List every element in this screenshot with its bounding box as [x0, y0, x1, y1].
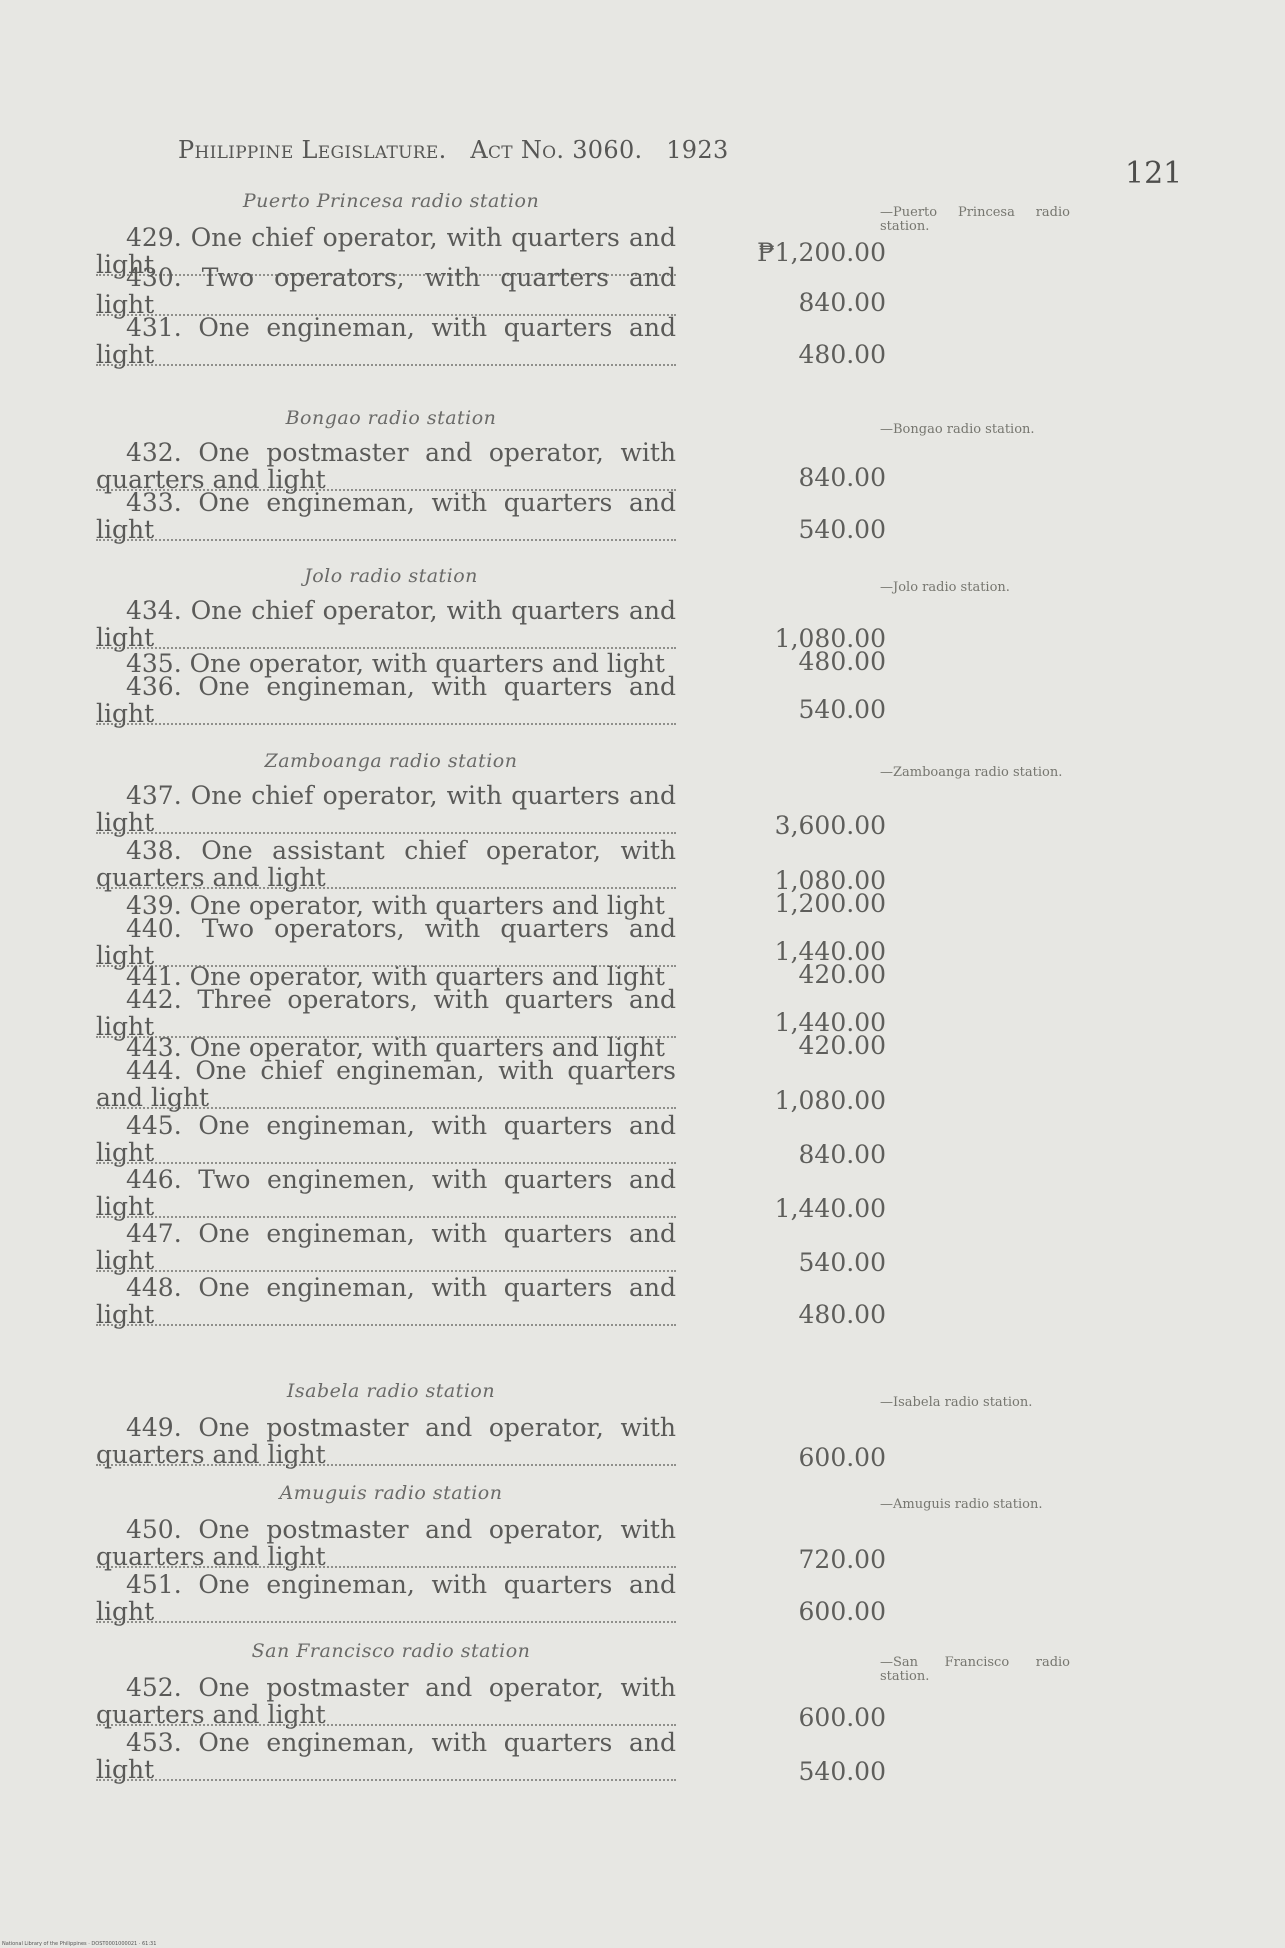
- item-number: 431.: [126, 313, 182, 342]
- margin-note: —Bongao radio station.: [880, 422, 1035, 437]
- section-title: Puerto Princesa radio station: [242, 190, 540, 212]
- item-text: Two operators, with quarters and light: [96, 263, 676, 319]
- item-description: [96, 597, 676, 651]
- margin-note: —Isabela radio station.: [880, 1395, 1033, 1410]
- item-text: One operator, with quarters and light: [189, 891, 665, 920]
- running-title: Philippine Legislature.: [178, 136, 447, 164]
- item-number: 442.: [126, 985, 182, 1014]
- item-number: 453.: [126, 1728, 182, 1757]
- section-title: Bongao radio station: [285, 407, 497, 429]
- item-amount: 1,440.00: [774, 1008, 886, 1037]
- item-number: 440.: [126, 914, 182, 943]
- item-number: 446.: [126, 1165, 182, 1194]
- item-number: 432.: [126, 438, 182, 467]
- item-number: 430.: [126, 263, 182, 292]
- item-text: One engineman, with quarters and light: [96, 1219, 676, 1275]
- act-number: Act No. 3060.: [470, 136, 643, 164]
- running-header: [178, 136, 818, 164]
- list-item: [96, 1219, 886, 1277]
- item-text: One assistant chief operator, with quarters and light: [96, 836, 676, 892]
- list-item: [96, 1111, 886, 1169]
- item-number: 449.: [126, 1413, 182, 1442]
- item-amount: 1,200.00: [774, 889, 886, 918]
- item-text: One operator, with quarters and light: [189, 962, 665, 991]
- item-number: 433.: [126, 488, 182, 517]
- item-amount: 480.00: [798, 340, 886, 369]
- list-item: [96, 1273, 886, 1329]
- item-amount: 540.00: [798, 515, 886, 544]
- item-text: One engineman, with quarters and light: [96, 672, 676, 728]
- item-description: [96, 837, 676, 891]
- item-description: [96, 915, 676, 969]
- item-description: [96, 489, 676, 543]
- list-item: [96, 1673, 886, 1732]
- section-title: San Francisco radio station: [251, 1640, 531, 1662]
- item-amount: 480.00: [798, 647, 886, 676]
- list-item: [96, 1056, 886, 1115]
- item-number: 439.: [126, 891, 182, 920]
- item-number: 429.: [126, 223, 182, 252]
- item-description: [96, 1516, 676, 1570]
- item-description: [96, 673, 676, 727]
- item-amount: 480.00: [798, 1300, 886, 1329]
- item-description: [96, 1057, 676, 1111]
- item-amount: 540.00: [798, 695, 886, 724]
- item-text: One postmaster and operator, with quarters and light: [96, 438, 676, 494]
- section: [96, 407, 1035, 544]
- year: 1923: [666, 136, 729, 164]
- item-description: [96, 1220, 676, 1274]
- list-item: [96, 596, 886, 653]
- item-text: Two operators, with quarters and light: [96, 914, 676, 970]
- item-number: 450.: [126, 1515, 182, 1544]
- item-amount: 840.00: [798, 1140, 886, 1169]
- list-item: [96, 781, 886, 840]
- item-amount: 420.00: [798, 960, 886, 989]
- section-title: Jolo radio station: [304, 565, 478, 587]
- section: [96, 565, 1010, 728]
- item-amount: 420.00: [798, 1031, 886, 1060]
- item-text: One chief operator, with quarters and light: [96, 781, 677, 837]
- item-description: [96, 1166, 676, 1220]
- item-text: One operator, with quarters and light: [189, 649, 665, 678]
- dot-leader: [96, 1162, 676, 1164]
- item-amount: 540.00: [798, 1248, 886, 1277]
- item-description: [96, 782, 676, 836]
- item-amount: 600.00: [798, 1597, 886, 1626]
- item-text: One engineman, with quarters and light: [96, 1570, 676, 1626]
- section: [96, 1482, 1043, 1626]
- item-amount: 540.00: [798, 1757, 886, 1786]
- list-item: [96, 985, 886, 1041]
- list-item: [96, 313, 886, 369]
- dot-leader: [96, 1216, 676, 1218]
- item-description: [96, 1571, 676, 1625]
- item-text: One chief engineman, with quarters and light: [96, 1056, 676, 1112]
- dot-leader: [96, 1621, 676, 1623]
- item-description: [96, 314, 676, 368]
- list-item: [96, 960, 886, 991]
- margin-note: —Puerto Princesa radio station.: [880, 205, 1070, 234]
- item-text: One engineman, with quarters and light: [96, 313, 676, 369]
- section: [96, 190, 1070, 369]
- list-item: [96, 263, 886, 319]
- list-item: [96, 914, 886, 970]
- list-item: [96, 647, 886, 678]
- item-number: 443.: [126, 1033, 182, 1062]
- item-number: 451.: [126, 1570, 182, 1599]
- item-amount: 1,080.00: [774, 624, 886, 653]
- dot-leader: [96, 1270, 676, 1272]
- item-amount: 840.00: [798, 463, 886, 492]
- item-description: [96, 1274, 676, 1328]
- section-title: Isabela radio station: [286, 1380, 496, 1402]
- item-number: 448.: [126, 1273, 182, 1302]
- margin-note: —Zamboanga radio station.: [880, 765, 1063, 780]
- list-item: [96, 1031, 886, 1062]
- item-text: One chief operator, with quarters and light: [96, 223, 677, 279]
- dot-leader: [96, 364, 676, 366]
- section-title: Zamboanga radio station: [264, 750, 518, 772]
- item-number: 445.: [126, 1111, 182, 1140]
- item-text: One engineman, with quarters and light: [96, 1728, 676, 1784]
- item-description: [96, 439, 676, 493]
- item-text: Three operators, with quarters and light: [96, 985, 676, 1041]
- dot-leader: [96, 723, 676, 725]
- item-number: 441.: [126, 962, 182, 991]
- item-amount: 1,080.00: [774, 866, 886, 895]
- item-amount: ₱1,200.00: [757, 238, 886, 267]
- item-amount: 3,600.00: [774, 811, 886, 840]
- margin-note: —San Francisco radio station.: [880, 1655, 1070, 1684]
- margin-note: —Jolo radio station.: [880, 580, 1010, 595]
- dot-leader: [96, 539, 676, 541]
- item-number: 435.: [126, 649, 182, 678]
- item-number: 447.: [126, 1219, 182, 1248]
- item-number: 436.: [126, 672, 182, 701]
- item-number: 444.: [126, 1056, 182, 1085]
- item-description: [96, 1729, 676, 1783]
- item-number: 452.: [126, 1673, 182, 1702]
- list-item: [96, 1165, 886, 1223]
- section: [96, 750, 1063, 1329]
- item-description: [96, 986, 676, 1040]
- list-item: [96, 1728, 886, 1786]
- scan-credit: National Library of the Philippines · DOST0001000021 · 61:31: [2, 1941, 157, 1947]
- item-amount: 1,440.00: [774, 1194, 886, 1223]
- item-description: [96, 1112, 676, 1166]
- item-text: One engineman, with quarters and light: [96, 1273, 676, 1329]
- margin-note: —Amuguis radio station.: [880, 1497, 1043, 1512]
- item-amount: 840.00: [798, 288, 886, 317]
- item-description: [96, 1674, 676, 1728]
- list-item: [96, 1413, 886, 1472]
- item-description: [96, 264, 676, 318]
- dot-leader: [96, 1324, 676, 1326]
- page-number: 121: [1125, 156, 1183, 191]
- item-amount: 600.00: [798, 1703, 886, 1732]
- section: [96, 1640, 1070, 1786]
- item-amount: 1,080.00: [774, 1086, 886, 1115]
- item-number: 438.: [126, 836, 182, 865]
- dot-leader: [96, 832, 676, 834]
- item-amount: 720.00: [798, 1545, 886, 1574]
- list-item: [96, 836, 886, 895]
- item-text: One operator, with quarters and light: [189, 1033, 665, 1062]
- item-amount: 1,440.00: [774, 937, 886, 966]
- item-text: Two enginemen, with quarters and light: [96, 1165, 676, 1221]
- section: [96, 1380, 1033, 1472]
- list-item: [96, 1570, 886, 1626]
- item-text: One engineman, with quarters and light: [96, 1111, 676, 1167]
- dot-leader: [96, 1779, 676, 1781]
- list-item: [96, 1515, 886, 1574]
- item-description: [96, 1414, 676, 1468]
- list-item: [96, 672, 886, 728]
- item-amount: 600.00: [798, 1443, 886, 1472]
- item-number: 437.: [126, 781, 182, 810]
- section-title: Amuguis radio station: [279, 1482, 503, 1504]
- item-text: One postmaster and operator, with quarters and light: [96, 1673, 676, 1729]
- item-number: 434.: [126, 596, 182, 625]
- list-item: [96, 889, 886, 920]
- list-item: [96, 438, 886, 494]
- item-text: One chief operator, with quarters and light: [96, 596, 677, 652]
- item-text: One engineman, with quarters and light: [96, 488, 676, 544]
- list-item: [96, 488, 886, 544]
- item-text: One postmaster and operator, with quarters and light: [96, 1515, 676, 1571]
- item-text: One postmaster and operator, with quarters and light: [96, 1413, 676, 1469]
